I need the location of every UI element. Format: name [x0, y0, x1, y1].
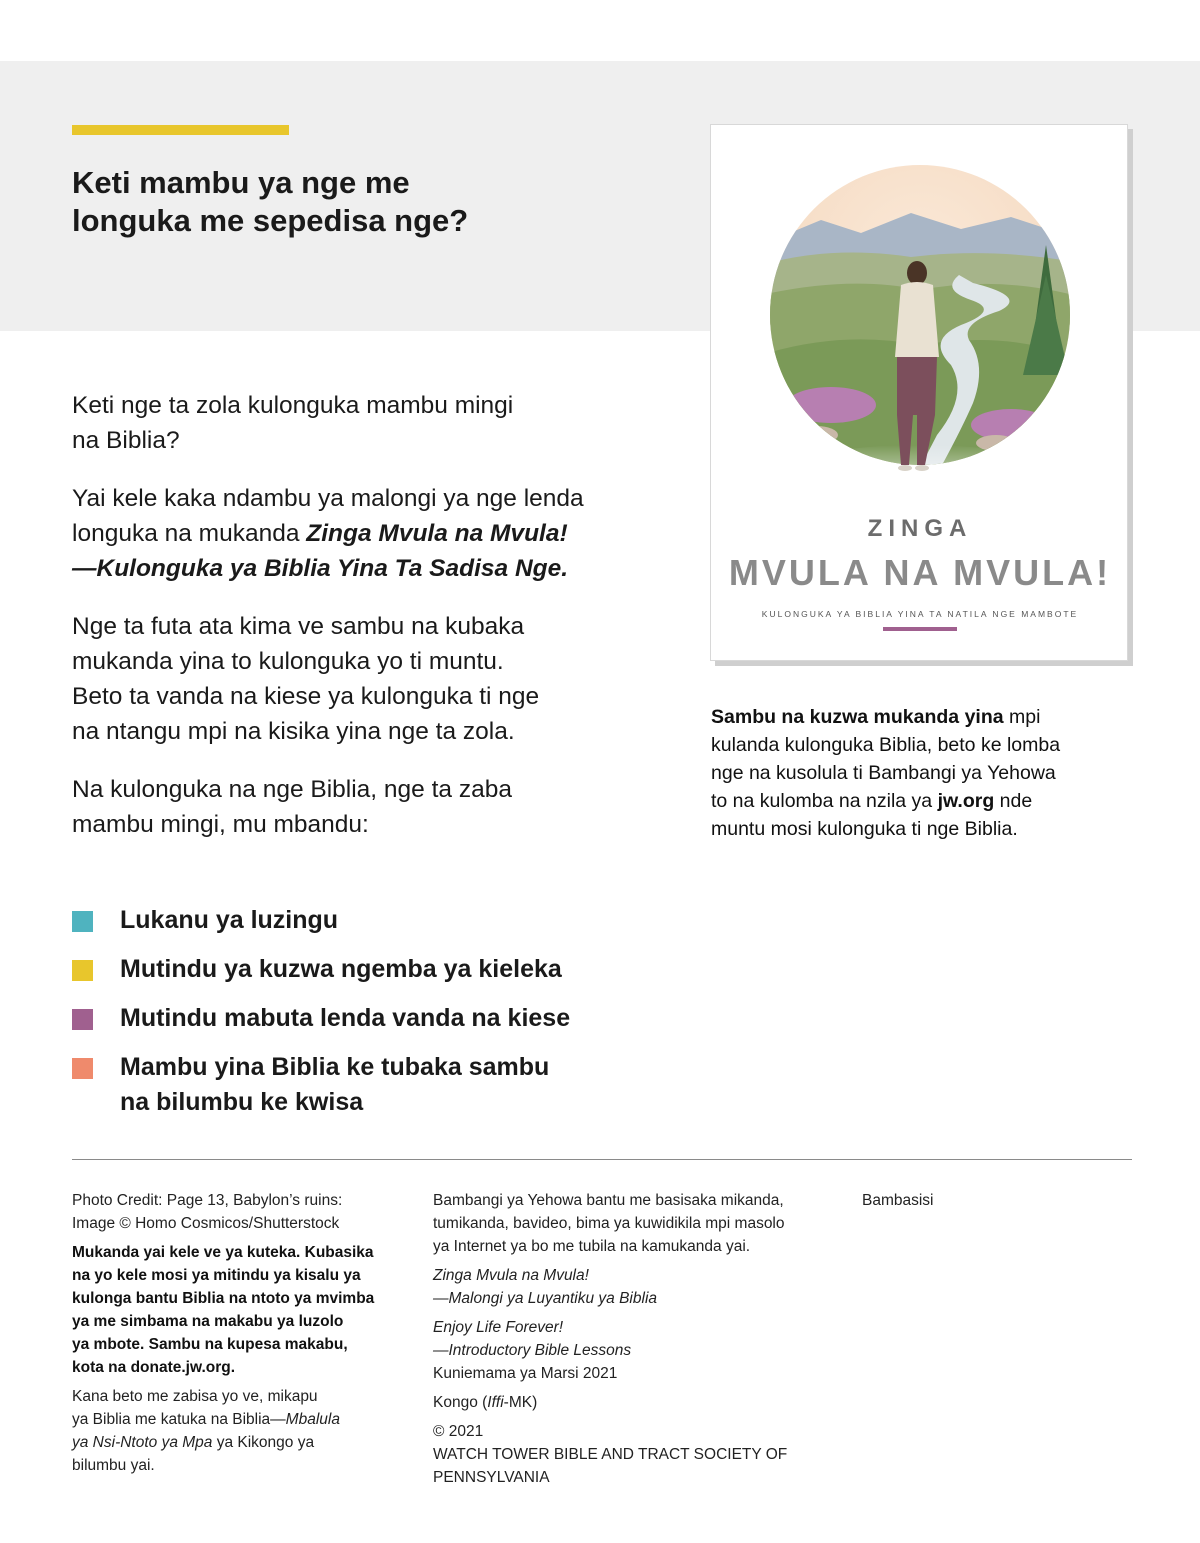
english-title-line-1: Enjoy Life Forever!: [433, 1319, 564, 1336]
headline-line-1: Keti mambu ya nge me: [72, 165, 410, 200]
society-line-2: PENNSYLVANIA: [433, 1469, 550, 1486]
notice-line: Mukanda yai kele ve ya kuteka. Kubasika: [72, 1244, 374, 1261]
notice-line: ya mbote. Sambu na kupesa makabu,: [72, 1336, 348, 1353]
request-line-4: to na kulomba na nzila ya: [711, 790, 938, 812]
book-cover: [710, 124, 1128, 661]
p4-line-2: mambu mingi, mu mbandu:: [72, 811, 369, 838]
pub-line: ya Internet ya bo me tubila na kamukanda yai.: [433, 1238, 751, 1255]
topic-list: [72, 903, 672, 1134]
ref-line: ya Kikongo ya: [212, 1434, 315, 1451]
p3-line-1: Nge ta futa ata kima ve sambu na kubaka: [72, 613, 525, 640]
cover-subtitle: KULONGUKA YA BIBLIA YINA TA NATILA NGE MAMBOTE: [761, 609, 1079, 619]
cover-illustration: [711, 125, 1128, 515]
english-title-line-2: —Introductory Bible Lessons: [433, 1342, 632, 1359]
footer-column-1: [72, 1189, 407, 1483]
list-item: [72, 903, 672, 938]
jw-org-link[interactable]: jw.org: [937, 790, 995, 812]
p3-line-2: mukanda yina to kulonguka yo ti muntu.: [72, 648, 504, 675]
footer-column-2: [433, 1189, 833, 1495]
request-line-5: muntu mosi kulonguka ti nge Biblia.: [711, 818, 1018, 840]
list-item-text: Mambu yina Biblia ke tubaka sambu: [120, 1053, 550, 1081]
ref-bible-title: ya Nsi-Ntoto ya Mpa: [72, 1434, 213, 1451]
list-item: [72, 952, 672, 987]
local-title: [433, 1264, 833, 1310]
list-item: [72, 1001, 672, 1036]
p2-line-2: longuka na mukanda: [72, 520, 307, 547]
paragraph-4: [72, 772, 672, 842]
language-code: [433, 1391, 833, 1414]
notice-line: kulonga bantu Biblia na ntoto ya mvimba: [72, 1290, 375, 1307]
credit-line-1: Photo Credit: Page 13, Babylon’s ruins:: [72, 1192, 343, 1209]
p4-line-1: Na kulonguka na nge Biblia, nge ta zaba: [72, 776, 512, 803]
cover-title-top: ZINGA: [867, 515, 973, 542]
copyright: [433, 1420, 833, 1489]
bible-reference-note: [72, 1385, 407, 1477]
ref-line: bilumbu yai.: [72, 1457, 155, 1474]
notice-line: ya me simbama na makabu ya luzolo: [72, 1313, 344, 1330]
list-item-text: Mutindu ya kuzwa ngemba ya kieleka: [120, 955, 562, 983]
list-item: [72, 1050, 672, 1120]
local-title-line-1: Zinga Mvula na Mvula!: [433, 1267, 589, 1284]
cover-title-main: MVULA NA MVULA!: [728, 552, 1112, 593]
ref-bible-title: Mbalula: [285, 1411, 340, 1428]
book-title-part-1: Zinga Mvula na Mvula!: [306, 520, 568, 547]
lang-prefix: Kongo (: [433, 1394, 488, 1411]
page-title: [72, 164, 632, 240]
credit-line-2: Image © Homo Cosmicos/Shutterstock: [72, 1215, 340, 1232]
request-lead: Sambu na kuzwa mukanda yina: [711, 706, 1004, 728]
list-item-text-line-2: na bilumbu ke kwisa: [120, 1088, 364, 1116]
p3-line-4: na ntangu mpi na kisika yina nge ta zola.: [72, 718, 515, 745]
request-line-3: nge na kusolula ti Bambangi ya Yehowa: [711, 762, 1056, 784]
request-line-4-tail: nde: [994, 790, 1033, 812]
body-text: [72, 388, 672, 865]
accent-bar: [72, 125, 289, 135]
paragraph-1: [72, 388, 672, 458]
ref-line: Kana beto me zabisa yo ve, mikapu: [72, 1388, 318, 1405]
footer-column-3: [862, 1189, 1122, 1218]
p1-line-2: na Biblia?: [72, 427, 180, 454]
donation-notice: [72, 1241, 407, 1379]
list-item-text: Mutindu mabuta lenda vanda na kiese: [120, 1004, 571, 1032]
request-line-2: kulanda kulonguka Biblia, beto ke lomba: [711, 734, 1061, 756]
square-bullet-icon: [72, 1009, 93, 1030]
cover-accent-line: [883, 627, 957, 631]
publisher-label: Bambasisi: [862, 1192, 934, 1209]
request-info: [711, 703, 1131, 843]
footer-divider: [72, 1159, 1132, 1160]
ref-line: ya Biblia me katuka na Biblia—: [72, 1411, 286, 1428]
donate-link[interactable]: kota na donate.jw.org.: [72, 1359, 236, 1376]
photo-credit: [72, 1189, 407, 1235]
english-title: [433, 1316, 833, 1385]
lang-code: Iffi: [487, 1394, 504, 1411]
local-title-line-2: —Malongi ya Luyantiku ya Biblia: [433, 1290, 658, 1307]
pub-line: Bambangi ya Yehowa bantu me basisaka mikanda,: [433, 1192, 784, 1209]
p1-line-1: Keti nge ta zola kulonguka mambu mingi: [72, 392, 514, 419]
society-line-1: WATCH TOWER BIBLE AND TRACT SOCIETY OF: [433, 1446, 788, 1463]
publisher-statement: [433, 1189, 833, 1258]
print-date: Kuniemama ya Marsi 2021: [433, 1365, 618, 1382]
square-bullet-icon: [72, 960, 93, 981]
list-item-text: Lukanu ya luzingu: [120, 906, 339, 934]
paragraph-2: [72, 481, 672, 586]
notice-line: na yo kele mosi ya mitindu ya kisalu ya: [72, 1267, 361, 1284]
copyright-year: © 2021: [433, 1423, 484, 1440]
pub-line: tumikanda, bavideo, bima ya kuwidikila mpi masolo: [433, 1215, 785, 1232]
request-lead-tail: mpi: [1003, 706, 1041, 728]
square-bullet-icon: [72, 1058, 93, 1079]
paragraph-3: [72, 609, 672, 749]
square-bullet-icon: [72, 911, 93, 932]
book-title-part-2: —Kulonguka ya Biblia Yina Ta Sadisa Nge.: [72, 555, 569, 582]
lang-suffix: -MK): [503, 1394, 538, 1411]
p3-line-3: Beto ta vanda na kiese ya kulonguka ti nge: [72, 683, 540, 710]
p2-line-1: Yai kele kaka ndambu ya malongi ya nge lenda: [72, 485, 584, 512]
headline-line-2: longuka me sepedisa nge?: [72, 203, 469, 238]
